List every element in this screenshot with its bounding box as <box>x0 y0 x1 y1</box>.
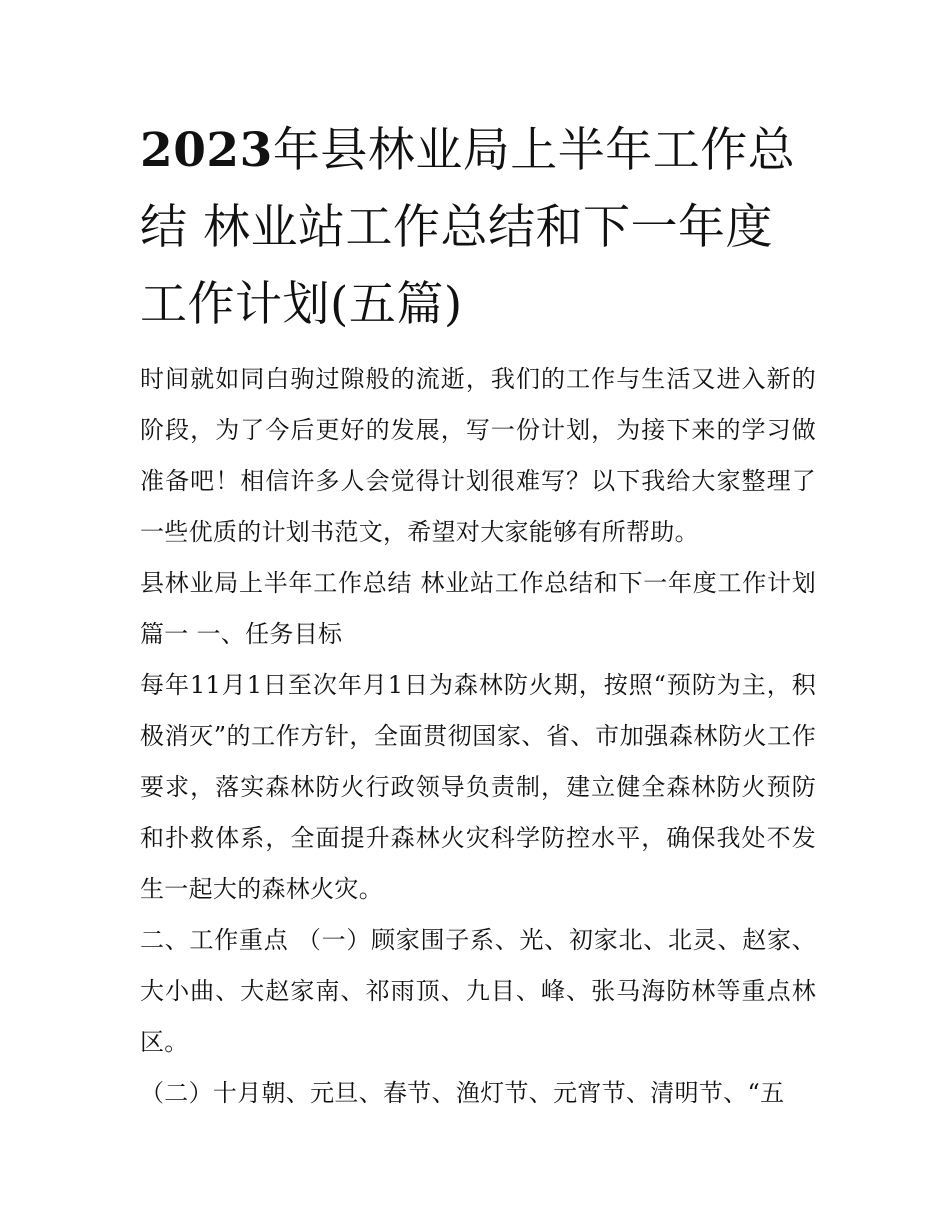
fire-period-paragraph: 每年11月1日至次年月1日为森林防火期，按照“预防为主，积极消灭”的工作方针，全面贯彻国家、省、市加强森林防火工作要求，落实森林防火行政领导负责制，建立健全森林防火预防和扑救体系，全面提升森林火灾科学防控水平，确保我处不发生一起大的森林火灾。 <box>140 671 816 903</box>
document-page <box>140 112 816 1119</box>
document-body <box>140 354 816 1119</box>
title-text: 年县林业局上半年工作总结 林业站工作总结和下一年度工作计划(五篇) <box>140 123 796 332</box>
document-title <box>140 112 816 343</box>
holidays-paragraph: （二）十月朝、元旦、春节、渔灯节、元宵节、清明节、“五 <box>140 1079 785 1107</box>
work-focus-paragraph: 二、工作重点 （一）顾家围子系、光、初家北、北灵、赵家、大小曲、大赵家南、祁雨顶、九目、峰、张马海防林等重点林区。 <box>140 926 816 1056</box>
section-heading-paragraph: 县林业局上半年工作总结 林业站工作总结和下一年度工作计划篇一 一、任务目标 <box>140 569 816 648</box>
intro-paragraph: 时间就如同白驹过隙般的流逝，我们的工作与生活又进入新的阶段，为了今后更好的发展，写一份计划，为接下来的学习做准备吧！相信许多人会觉得计划很难写？以下我给大家整理了一些优质的计划书范文，希望对大家能够有所帮助。 <box>140 365 816 546</box>
title-year: 2023 <box>140 123 273 178</box>
